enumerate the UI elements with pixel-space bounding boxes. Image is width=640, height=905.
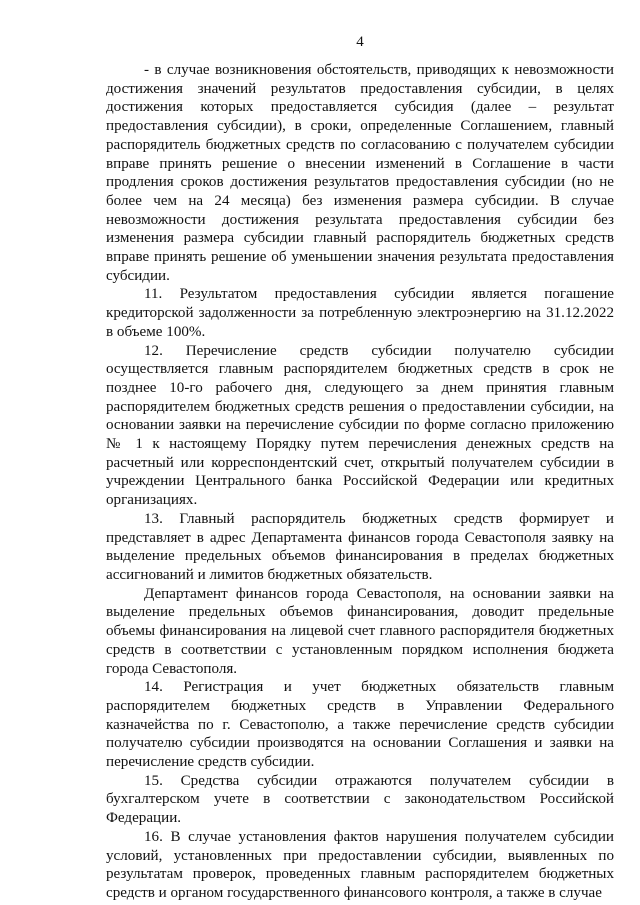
paragraph-14-registration: 14. Регистрация и учет бюджетных обязательств главным распорядителем бюджетных средств в Управлении Федерального казначейства по г. Севастополю, а также перечисление средств субсидии получателю субсидии производятся на основании Соглашения и заявки на перечисление средств субсидии. xyxy=(106,679,614,771)
paragraph-subsidy-circumstances: - в случае возникновения обстоятельств, приводящих к невозможности достижения значений результатов предоставления субсидии, в целях достижения которых предоставляется субсидия (далее – результат предоставления субсидии), в сроки, определенные Соглашением, главный распорядитель бюджетных средств по согласованию с получателем субсидии вправе принять решение о внесении изменений в Соглашение в части продления сроков достижения результатов предоставления субсидии (но не более чем на 24 месяца) без изменения размера субсидии. В случае невозможности достижения результата предоставления субсидии без изменения размера субсидии главный распорядитель бюджетных средств вправе принять решение об уменьшении значения результата предоставления субсидии. xyxy=(106,62,614,284)
paragraph-15-accounting: 15. Средства субсидии отражаются получателем субсидии в бухгалтерском учете в соответствии с законодательством Российской Федерации. xyxy=(106,772,614,827)
paragraph-13-request: 13. Главный распорядитель бюджетных средств формирует и представляет в адрес Департамента финансов города Севастополя заявку на выделение предельных объемов финансирования в пределах бюджетных ассигнований и лимитов бюджетных обязательств. xyxy=(106,510,614,583)
paragraph-16-violations: 16. В случае установления фактов нарушения получателем субсидии условий, установленных при предоставлении субсидии, выявленных по результатам проверок, проведенных главным распорядителем бюджетных средств и органом государственного финансового контроля, а также в случае xyxy=(106,828,614,901)
paragraph-finance-department: Департамент финансов города Севастополя, на основании заявки на выделение предельных объемов финансирования, доводит предельные объемы финансирования на лицевой счет главного распорядителя бюджетных средств в соответствии с установленным порядком исполнения бюджета города Севастополя. xyxy=(106,585,614,677)
paragraph-12-transfer: 12. Перечисление средств субсидии получателю субсидии осуществляется главным распорядителем бюджетных средств в срок не позднее 10-го рабочего дня, следующего за днем принятия главным распорядителем бюджетных средств решения о предоставлении субсидии, на основании заявки на перечисление субсидии по форме согласно приложению № 1 к настоящему Порядку путем перечисления денежных средств на расчетный или корреспондентский счет, открытый получателем субсидии в учреждении Центрального банка Российской Федерации или кредитных организациях. xyxy=(106,342,614,509)
page-number: 4 xyxy=(356,34,364,50)
paragraph-11-result: 11. Результатом предоставления субсидии является погашение кредиторской задолженности за потребленную электроэнергию на 31.12.2022 в объеме 100%. xyxy=(106,286,614,340)
